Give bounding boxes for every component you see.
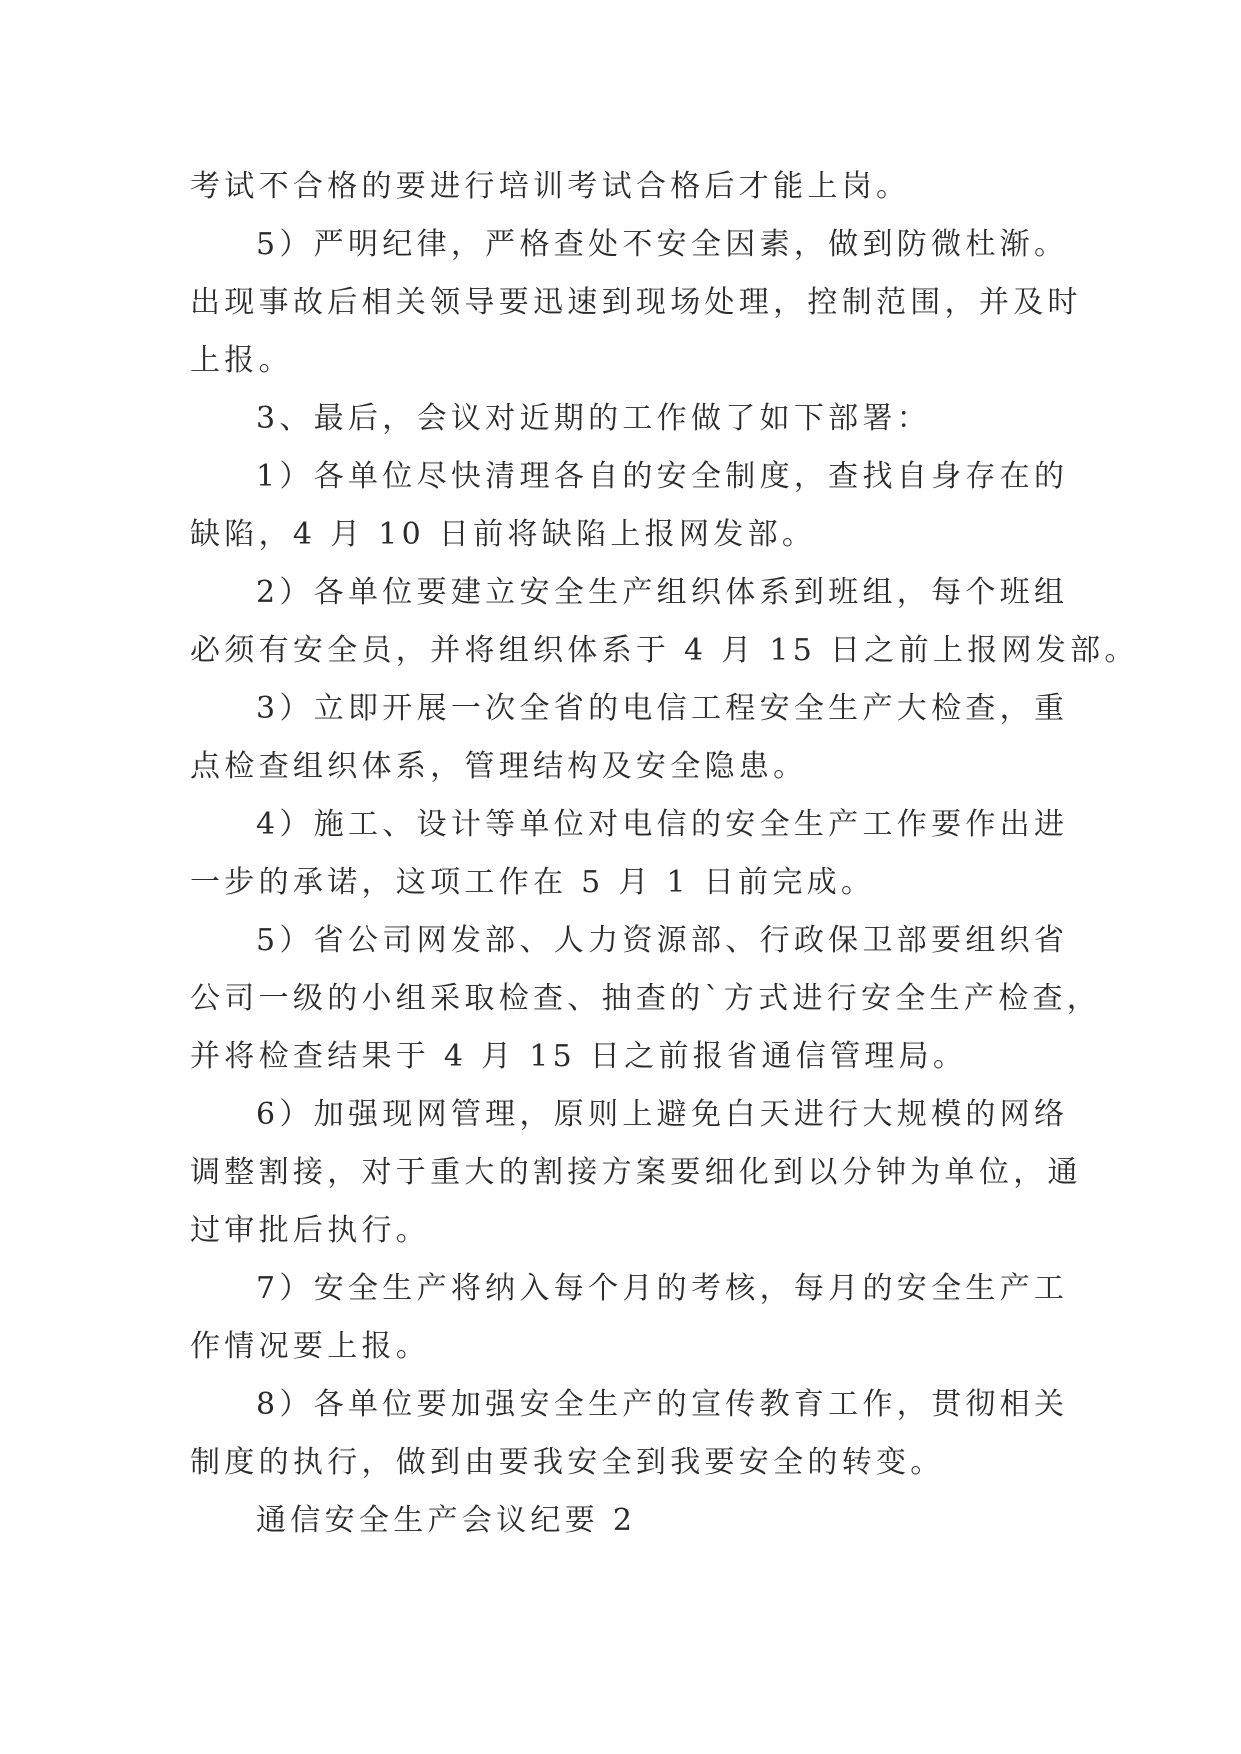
text-line: 出现事故后相关领导要迅速到现场处理，控制范围，并及时 bbox=[190, 285, 1082, 320]
text-line: 缺陷，4 月 10 日前将缺陷上报网发部。 bbox=[190, 517, 817, 552]
text-line: 1）各单位尽快清理各自的安全制度，查找自身存在的 bbox=[256, 459, 1069, 494]
text-line: 2）各单位要建立安全生产组织体系到班组，每个班组 bbox=[256, 575, 1069, 610]
text-line: 作情况要上报。 bbox=[190, 1329, 431, 1364]
text-line: 过审批后执行。 bbox=[190, 1213, 431, 1248]
text-line: 4）施工、设计等单位对电信的安全生产工作要作出进 bbox=[256, 807, 1069, 842]
text-line: 5）省公司网发部、人力资源部、行政保卫部要组织省 bbox=[256, 923, 1069, 958]
text-line: 8）各单位要加强安全生产的宣传教育工作，贯彻相关 bbox=[256, 1387, 1069, 1422]
document-body bbox=[190, 158, 1139, 1550]
text-line: 3）立即开展一次全省的电信工程安全生产大检查，重 bbox=[256, 691, 1069, 726]
text-line: 通信安全生产会议纪要 2 bbox=[256, 1503, 637, 1538]
text-line: 调整割接，对于重大的割接方案要细化到以分钟为单位，通 bbox=[190, 1155, 1082, 1190]
text-line: 3、最后，会议对近期的工作做了如下部署： bbox=[256, 401, 932, 436]
text-line: 制度的执行，做到由要我安全到我要安全的转变。 bbox=[190, 1445, 945, 1480]
text-line: 并将检查结果于 4 月 15 日之前报省通信管理局。 bbox=[190, 1039, 968, 1074]
text-line: 考试不合格的要进行培训考试合格后才能上岗。 bbox=[190, 169, 911, 204]
text-line: 点检查组织体系，管理结构及安全隐患。 bbox=[190, 749, 808, 784]
text-line: 6）加强现网管理，原则上避免白天进行大规模的网络 bbox=[256, 1097, 1069, 1132]
text-line: 7）安全生产将纳入每个月的考核，每月的安全生产工 bbox=[256, 1271, 1069, 1306]
text-line: 公司一级的小组采取检查、抽查的`方式进行安全生产检查， bbox=[190, 981, 1102, 1016]
text-line: 一步的承诺，这项工作在 5 月 1 日前完成。 bbox=[190, 865, 876, 900]
text-line: 5）严明纪律，严格查处不安全因素，做到防微杜渐。 bbox=[256, 227, 1069, 262]
text-line: 上报。 bbox=[190, 343, 293, 378]
text-line: 必须有安全员，并将组织体系于 4 月 15 日之前上报网发部。 bbox=[190, 633, 1139, 668]
